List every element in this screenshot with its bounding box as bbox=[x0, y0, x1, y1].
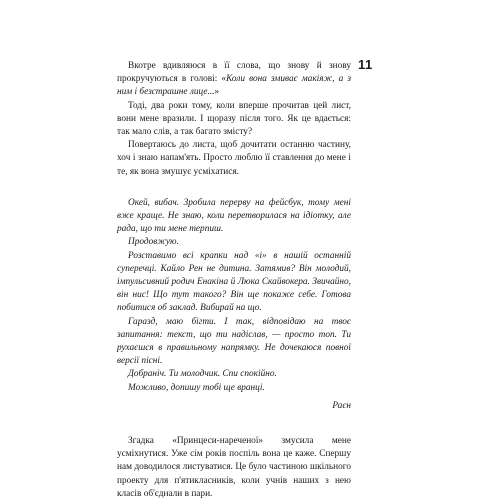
intro-paragraph-3: Повертаюсь до листа, щоб дочитати останню частину, хоч і знаю напам'ять. Просто люблю її ставлення до мене і те, як вона змушує усміхатися. bbox=[117, 140, 351, 177]
letter-paragraph: Окей, вибач. Зробила перерву на фейсбук, тому мені вже краще. Не знаю, коли перетворилася на ідіотку, але рада, що ти мене терпиш. bbox=[117, 197, 351, 235]
quote-close: » bbox=[214, 87, 220, 98]
intro-text: Вкотре вдивляюся в її слова, що знову й знову прокручуються в голові: « bbox=[117, 61, 351, 85]
letter-block bbox=[117, 197, 351, 413]
letter-paragraph: Можливо, допишу тобі ще вранці. bbox=[128, 382, 265, 393]
letter-paragraph: Гаразд, маю бігти. І так, відповідаю на твоє запитання: текст, що ти надіслав, — просто топ. Ти рухаєшся в правильному напрямку. Не дочекаюся повної версії пісні. bbox=[117, 316, 351, 367]
quote-text: Коли вона змиває макіяж, а з ним і безстрашне лице... bbox=[117, 74, 351, 98]
intro-paragraph-1 bbox=[117, 60, 351, 100]
text-column bbox=[117, 60, 351, 501]
page-number: 11 bbox=[358, 57, 373, 72]
after-paragraph: Згадка «Принцеси-нареченої» змусила мене усміхнутися. Уже сім років поспіль вона це каже. Спершу нам доводилося листуватися. Це було частиною шкільного проекту для п'ятикласників, коли учнів наших з нею класів об'єднали в пари. bbox=[117, 436, 351, 499]
intro-paragraph-2: Тоді, два роки тому, коли вперше прочитав цей лист, вони мене вразили. І щоразу після того. Як це вдається: так мало слів, а так багато змісту? bbox=[117, 100, 351, 138]
letter-paragraph: Добраніч. Ти молодчик. Спи спокійно. bbox=[128, 369, 277, 380]
after-block bbox=[117, 435, 351, 501]
letter-paragraph: Продовжую. bbox=[128, 237, 179, 248]
letter-signature: Раєн bbox=[332, 400, 351, 411]
letter-paragraph: Розставимо всі крапки над «і» в нашій останній суперечці. Кайло Рен не дитина. Затямив? Він молодий, імпульсивний родич Енакіна й Люка Скайвокера. Звичайно, він нис! Що тут такого? Він ще покаже себе. Готова побитися об заклад. Вибирай на що. bbox=[117, 250, 351, 314]
